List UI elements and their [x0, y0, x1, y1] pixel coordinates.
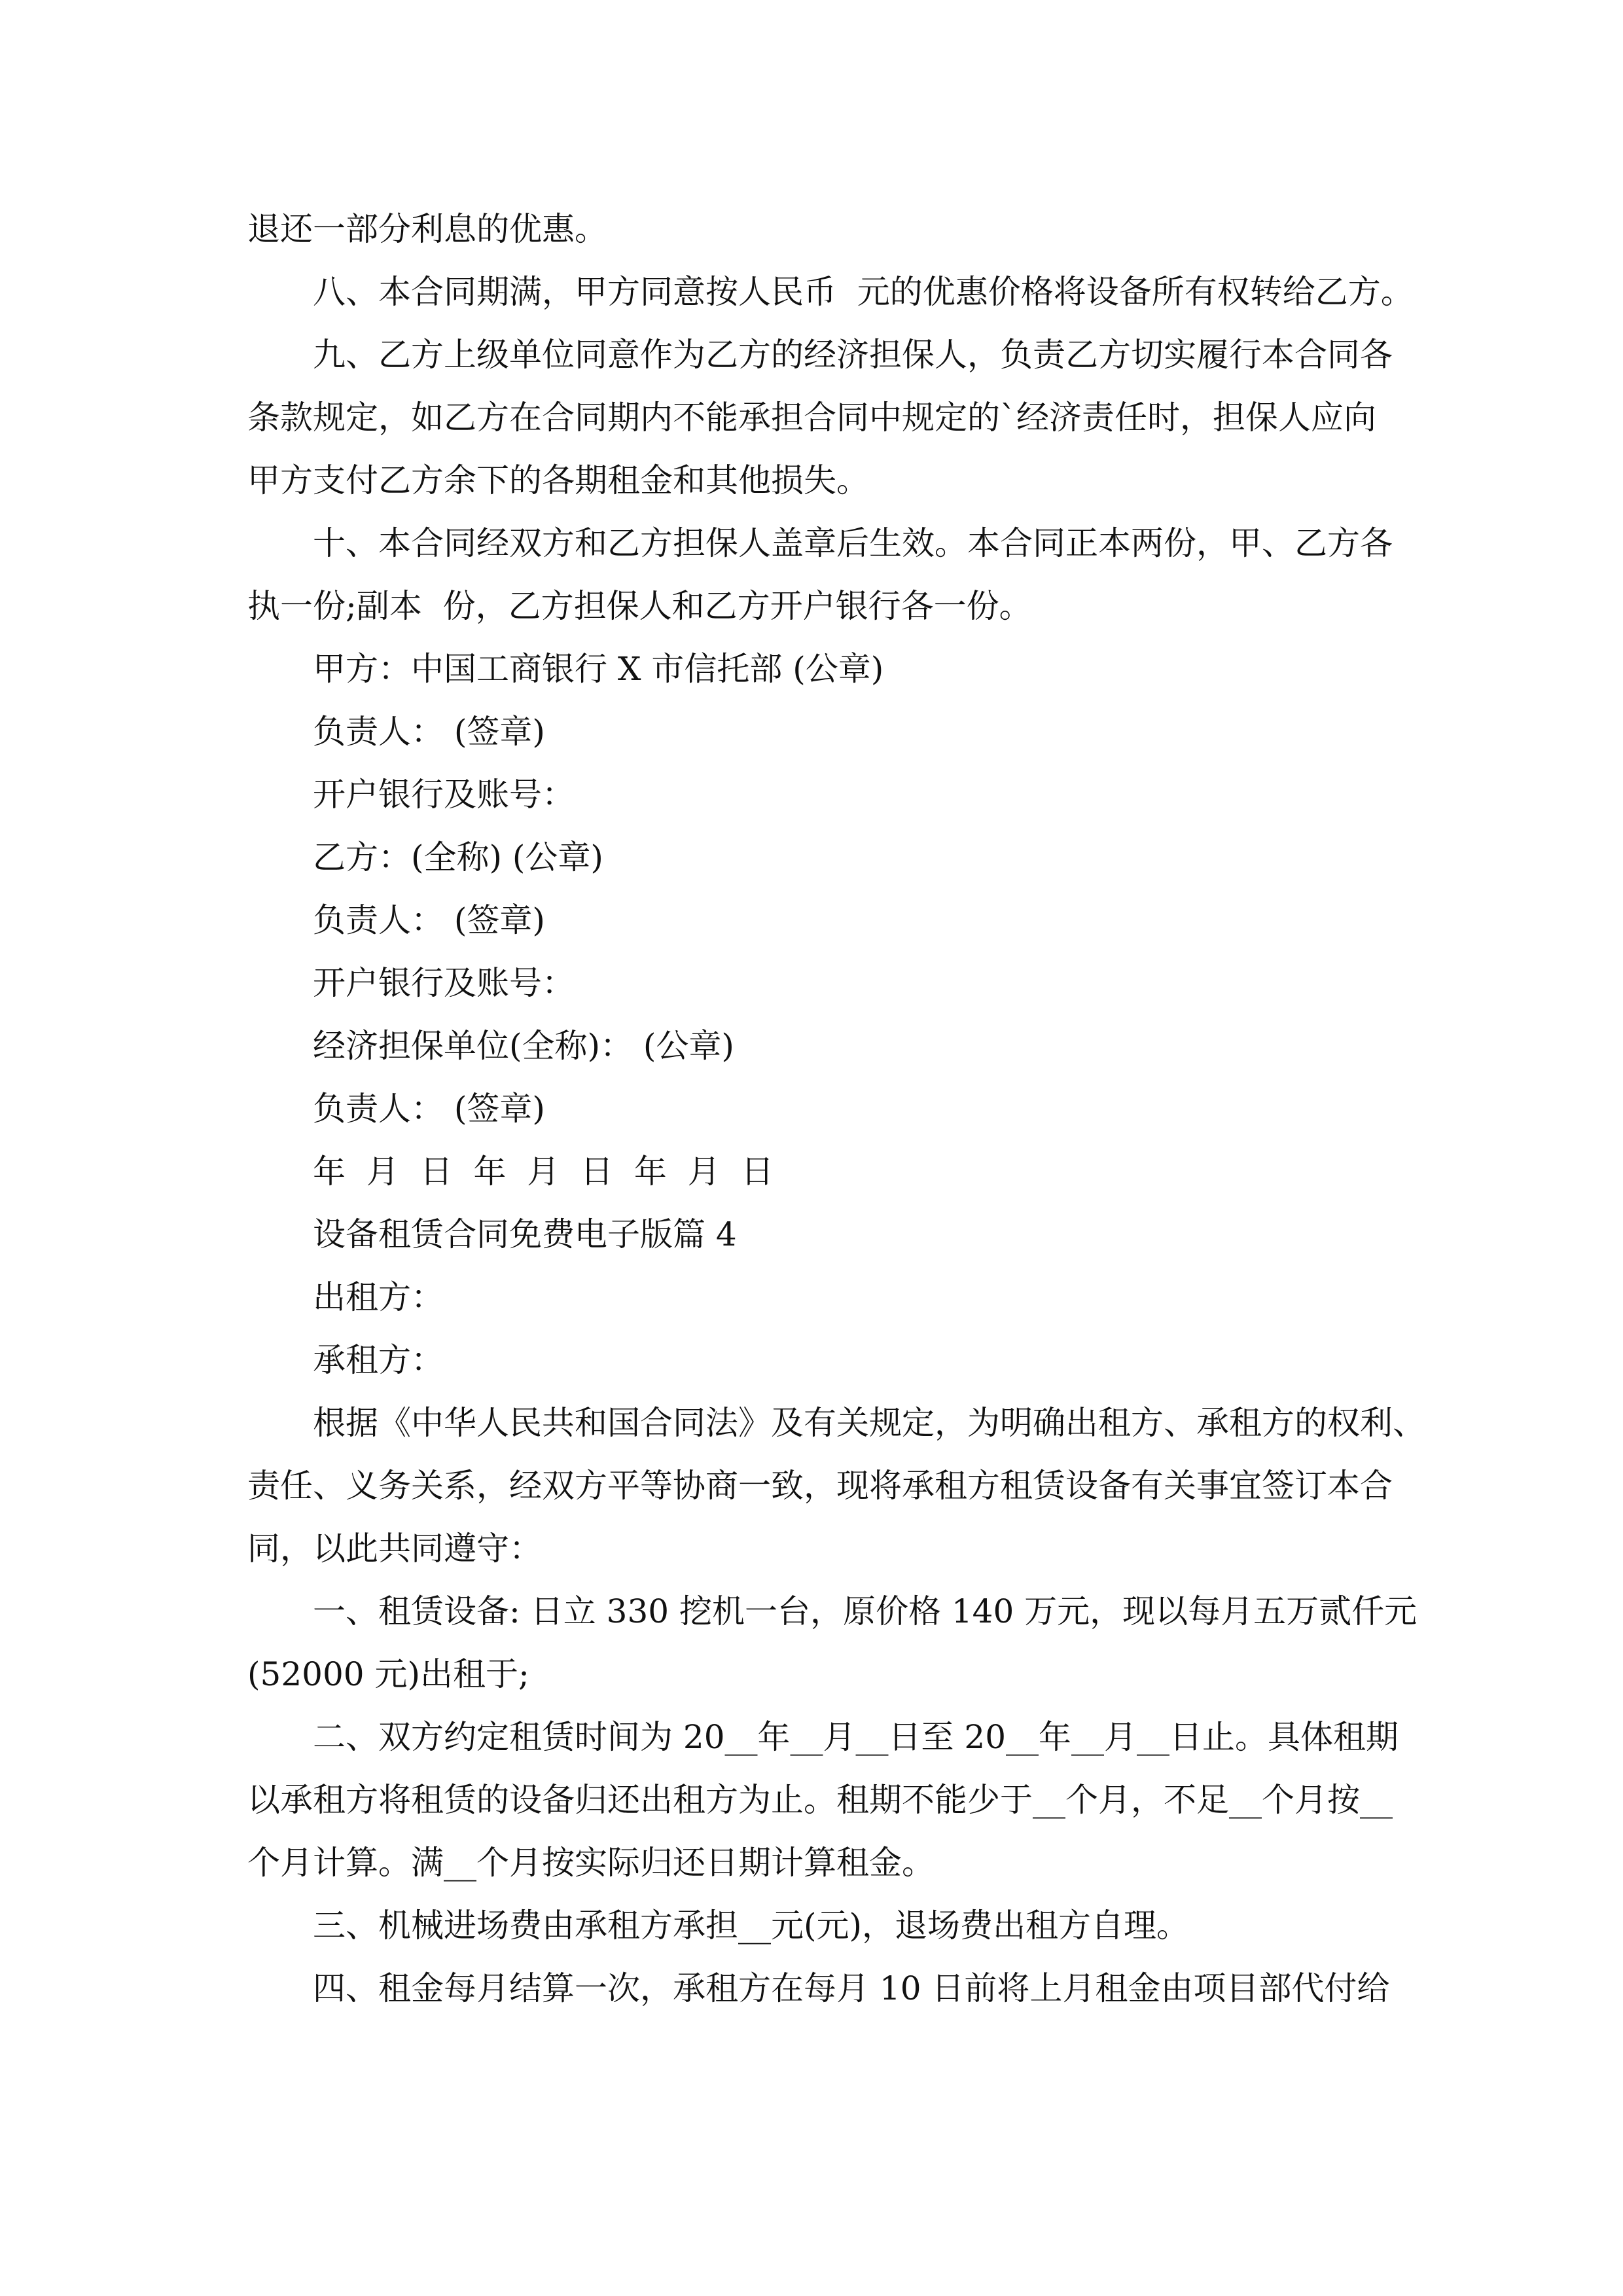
text-line: 八、本合同期满，甲方同意按人民币 元的优惠价格将设备所有权转给乙方。	[313, 273, 1414, 311]
text-line: 负责人： (签章)	[313, 713, 545, 751]
text-line: 以承租方将租赁的设备归还出租方为止。租期不能少于__个月，不足__个月按__	[247, 1781, 1393, 1819]
section-heading: 设备租赁合同免费电子版篇 4	[313, 1215, 737, 1253]
text-line: 出租方：	[313, 1278, 444, 1316]
text-line: 甲方：中国工商银行 X 市信托部 (公章)	[313, 650, 884, 688]
text-line: (52000 元)出租于;	[247, 1655, 529, 1693]
text-line: 十、本合同经双方和乙方担保人盖章后生效。本合同正本两份，甲、乙方各	[313, 524, 1393, 562]
text-line: 开户银行及账号：	[313, 776, 575, 814]
text-line: 一、租赁设备: 日立 330 挖机一台，原价格 140 万元，现以每月五万贰仟元	[313, 1592, 1418, 1630]
text-line: 执一份;副本 份，乙方担保人和乙方开户银行各一份。	[247, 587, 1032, 625]
text-line: 承租方：	[313, 1341, 444, 1379]
text-line: 条款规定，如乙方在合同期内不能承担合同中规定的`经济责任时，担保人应向	[247, 399, 1376, 437]
text-line: 经济担保单位(全称)： (公章)	[313, 1027, 734, 1065]
text-line: 二、双方约定租赁时间为 20__年__月__日至 20__年__月__日止。具体租期	[313, 1718, 1399, 1756]
text-line: 九、乙方上级单位同意作为乙方的经济担保人，负责乙方切实履行本合同各	[313, 336, 1393, 374]
text-line: 同，以此共同遵守：	[247, 1530, 542, 1568]
text-line: 责任、义务关系，经双方平等协商一致，现将承租方租赁设备有关事宜签订本合	[247, 1467, 1393, 1505]
text-line: 三、机械进场费由承租方承担__元(元)，退场费出租方自理。	[313, 1907, 1190, 1945]
text-line: 根据《中华人民共和国合同法》及有关规定，为明确出租方、承租方的权利、	[313, 1404, 1425, 1442]
text-line: 甲方支付乙方余下的各期租金和其他损失。	[247, 461, 869, 499]
text-line: 四、租金每月结算一次，承租方在每月 10 日前将上月租金由项目部代付给	[313, 1969, 1390, 2007]
text-line: 负责人： (签章)	[313, 901, 545, 939]
text-line: 开户银行及账号：	[313, 964, 575, 1002]
text-line: 乙方：(全称) (公章)	[313, 838, 603, 876]
text-line: 负责人： (签章)	[313, 1090, 545, 1128]
text-line: 退还一部分利息的优惠。	[247, 210, 607, 248]
text-line: 个月计算。满__个月按实际归还日期计算租金。	[247, 1844, 935, 1882]
text-line: 年 月 日 年 月 日 年 月 日	[313, 1153, 774, 1191]
